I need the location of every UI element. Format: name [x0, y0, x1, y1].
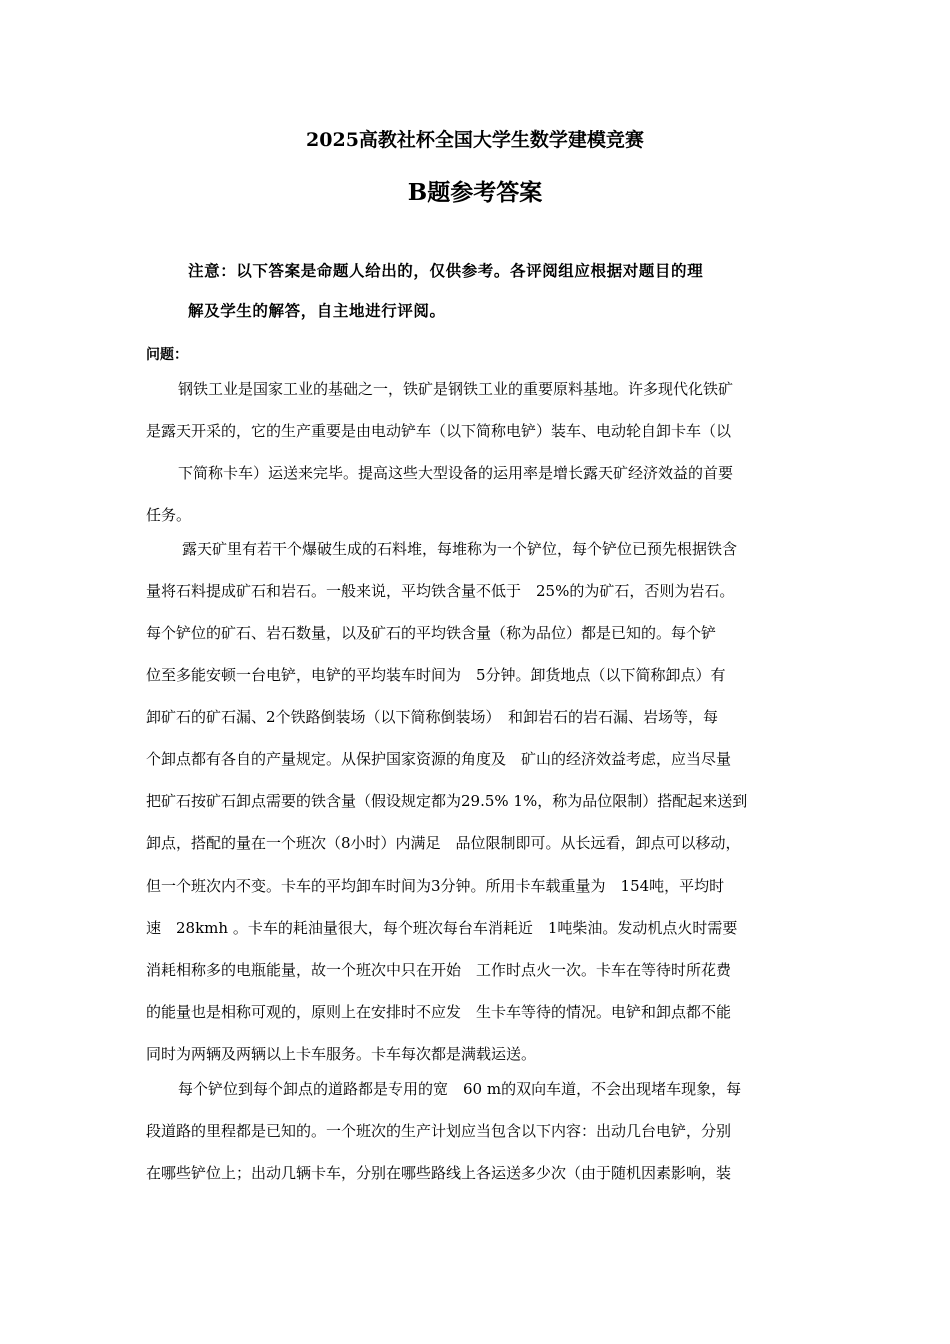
body-line: 的能量也是相称可观的，原则上在安排时不应发 生卡车等待的情况。电铲和卸点都不能	[146, 1003, 732, 1021]
body-line: 个卸点都有各自的产量规定。从保护国家资源的角度及 矿山的经济效益考虑，应当尽量	[146, 750, 732, 768]
document-title: 2025高教社杯全国大学生数学建模竞赛	[306, 129, 644, 151]
body-line: 下简称卡车）运送来完毕。提高这些大型设备的运用率是增长露天矿经济效益的首要	[178, 464, 734, 482]
body-line: 卸矿石的矿石漏、2个铁路倒装场（以下简称倒装场） 和卸岩石的岩石漏、岩场等，每	[146, 708, 719, 726]
body-line: 任务。	[146, 506, 192, 524]
body-line: 段道路的里程都是已知的。一个班次的生产计划应当包含以下内容：出动几台电铲，分别	[146, 1122, 732, 1140]
notice-line-2: 解及学生的解答，自主地进行评阅。	[188, 301, 446, 320]
body-line: 速 28kmh 。卡车的耗油量很大，每个班次每台车消耗近 1吨柴油。发动机点火时需要	[146, 919, 738, 937]
body-line: 位至多能安顿一台电铲，电铲的平均装车时间为 5分钟。卸货地点（以下简称卸点）有	[146, 666, 726, 684]
body-line: 露天矿里有若干个爆破生成的石料堆，每堆称为一个铲位，每个铲位已预先根据铁含	[182, 540, 738, 558]
body-line: 是露天开采的，它的生产重要是由电动铲车（以下简称电铲）装车、电动轮自卸卡车（以	[146, 422, 732, 440]
body-line: 在哪些铲位上；出动几辆卡车，分别在哪些路线上各运送多少次（由于随机因素影响，装	[146, 1164, 732, 1182]
body-line: 消耗相称多的电瓶能量，故一个班次中只在开始 工作时点火一次。卡车在等待时所花费	[146, 961, 732, 979]
body-line: 把矿石按矿石卸点需要的铁含量（假设规定都为29.5% 1%，称为品位限制）搭配起来送到	[146, 792, 748, 810]
body-line: 钢铁工业是国家工业的基础之一，铁矿是钢铁工业的重要原料基地。许多现代化铁矿	[178, 380, 734, 398]
body-line: 每个铲位的矿石、岩石数量，以及矿石的平均铁含量（称为品位）都是已知的。每个铲	[146, 624, 717, 642]
notice-line-1: 注意：以下答案是命题人给出的，仅供参考。各评阅组应根据对题目的理	[188, 261, 704, 280]
body-line: 同时为两辆及两辆以上卡车服务。卡车每次都是满载运送。	[146, 1045, 537, 1063]
body-line: 每个铲位到每个卸点的道路都是专用的宽 60 m的双向车道，不会出现堵车现象，每	[178, 1080, 742, 1098]
document-subtitle: B题参考答案	[407, 179, 543, 206]
section-heading: 问题：	[146, 347, 188, 363]
body-line: 但一个班次内不变。卡车的平均卸车时间为3分钟。所用卡车载重量为 154吨，平均时	[146, 877, 725, 895]
body-line: 卸点，搭配的量在一个班次（8小时）内满足 品位限制即可。从长远看，卸点可以移动，	[146, 834, 741, 852]
body-line: 量将石料提成矿石和岩石。一般来说，平均铁含量不低于 25%的为矿石，否则为岩石。	[146, 582, 735, 600]
